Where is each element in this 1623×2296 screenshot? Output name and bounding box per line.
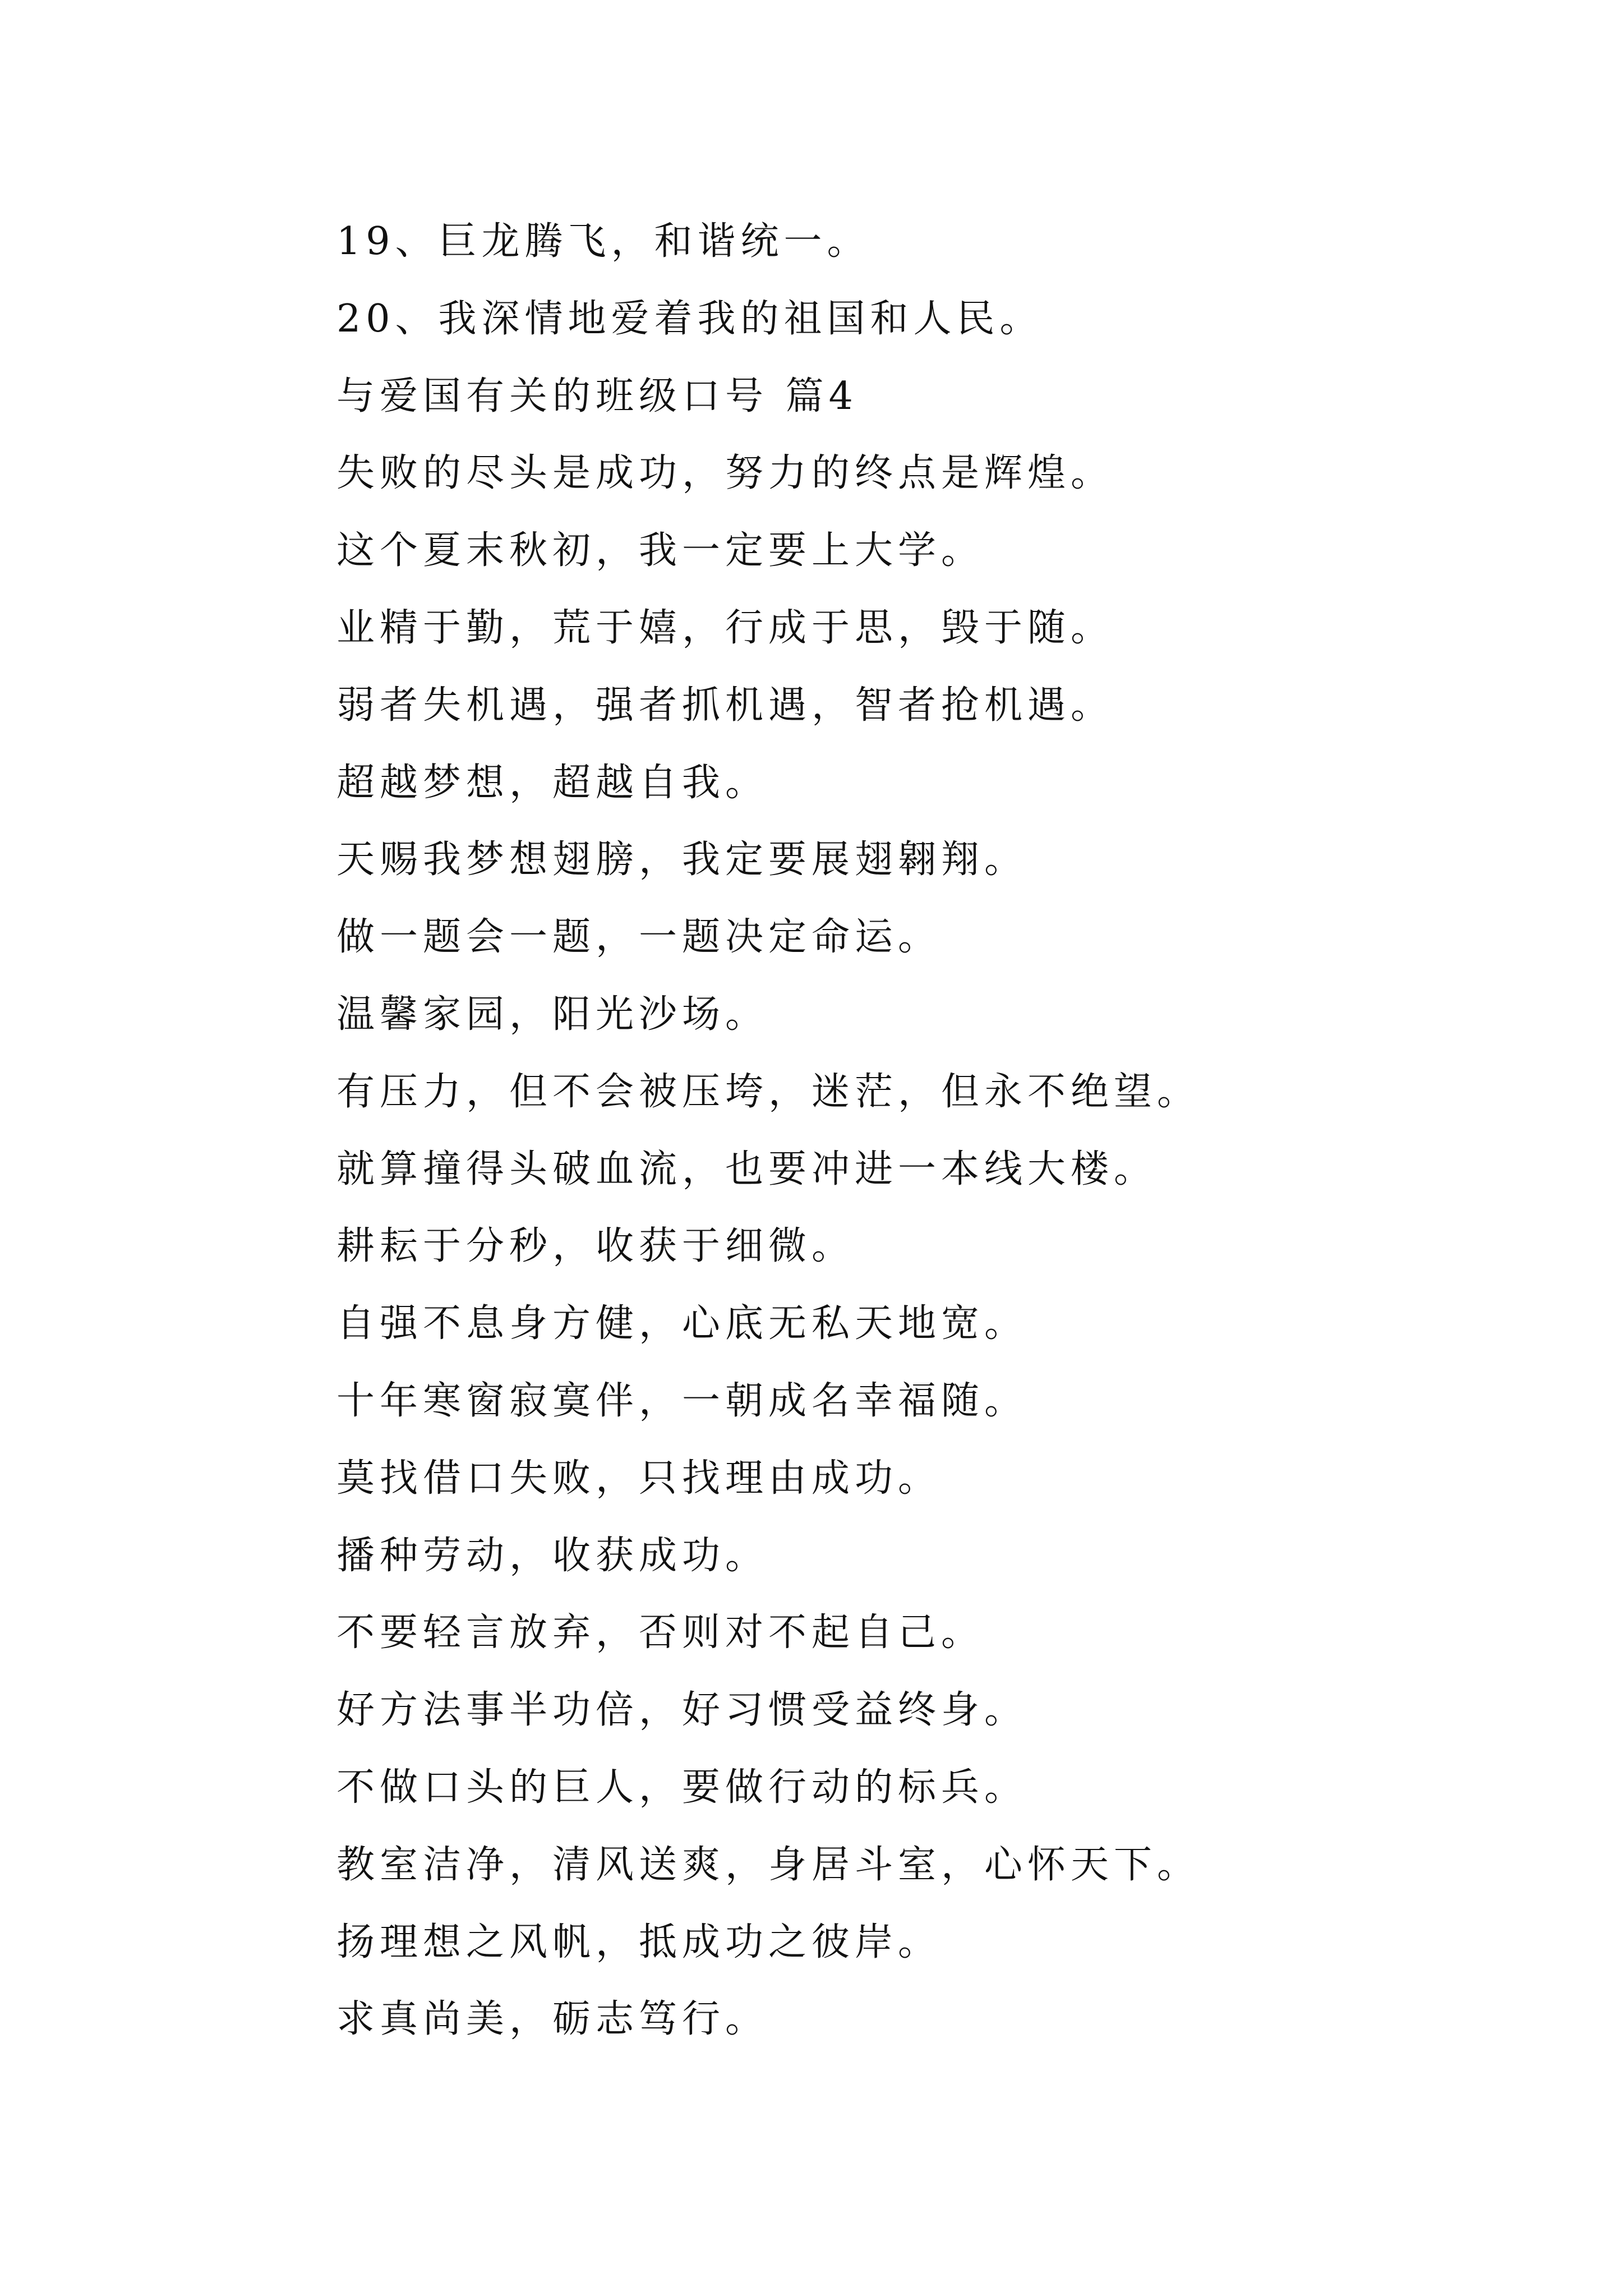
text-line: 有压力，但不会被压垮，迷茫，但永不绝望。 bbox=[336, 1069, 1201, 1114]
text-line: 好方法事半功倍，好习惯受益终身。 bbox=[336, 1688, 1028, 1733]
text-line: 天赐我梦想翅膀，我定要展翅翱翔。 bbox=[336, 838, 1028, 882]
text-line: 20、我深情地爱着我的祖国和人民。 bbox=[336, 296, 1043, 341]
text-line: 不要轻言放弃，否则对不起自己。 bbox=[336, 1611, 985, 1655]
text-line: 教室洁净，清风送爽，身居斗室，心怀天下。 bbox=[336, 1842, 1201, 1887]
text-line: 耕耘于分秒，收获于细微。 bbox=[336, 1224, 855, 1269]
text-line: 求真尚美，砺志笃行。 bbox=[336, 1997, 769, 2042]
section-heading: 与爱国有关的班级口号 篇4 bbox=[336, 374, 858, 418]
text-line: 温馨家园，阳光沙场。 bbox=[336, 992, 769, 1037]
text-line: 扬理想之风帆，抵成功之彼岸。 bbox=[336, 1920, 942, 1964]
text-line: 弱者失机遇，强者抓机遇，智者抢机遇。 bbox=[336, 683, 1114, 728]
text-line: 不做口头的巨人，要做行动的标兵。 bbox=[336, 1765, 1028, 1810]
text-line: 十年寒窗寂寞伴，一朝成名幸福随。 bbox=[336, 1378, 1028, 1423]
text-line: 超越梦想，超越自我。 bbox=[336, 760, 769, 805]
text-line: 这个夏末秋初，我一定要上大学。 bbox=[336, 528, 985, 573]
text-line: 失败的尽头是成功，努力的终点是辉煌。 bbox=[336, 451, 1114, 496]
text-line: 19、巨龙腾飞，和谐统一。 bbox=[336, 219, 870, 264]
text-line: 就算撞得头破血流，也要冲进一本线大楼。 bbox=[336, 1147, 1158, 1191]
document-body bbox=[336, 203, 1570, 2058]
text-line: 播种劳动，收获成功。 bbox=[336, 1533, 769, 1578]
text-line: 莫找借口失败，只找理由成功。 bbox=[336, 1456, 942, 1501]
text-line: 自强不息身方健，心底无私天地宽。 bbox=[336, 1301, 1028, 1346]
text-line: 业精于勤，荒于嬉，行成于思，毁于随。 bbox=[336, 605, 1114, 650]
text-line: 做一题会一题，一题决定命运。 bbox=[336, 915, 942, 960]
